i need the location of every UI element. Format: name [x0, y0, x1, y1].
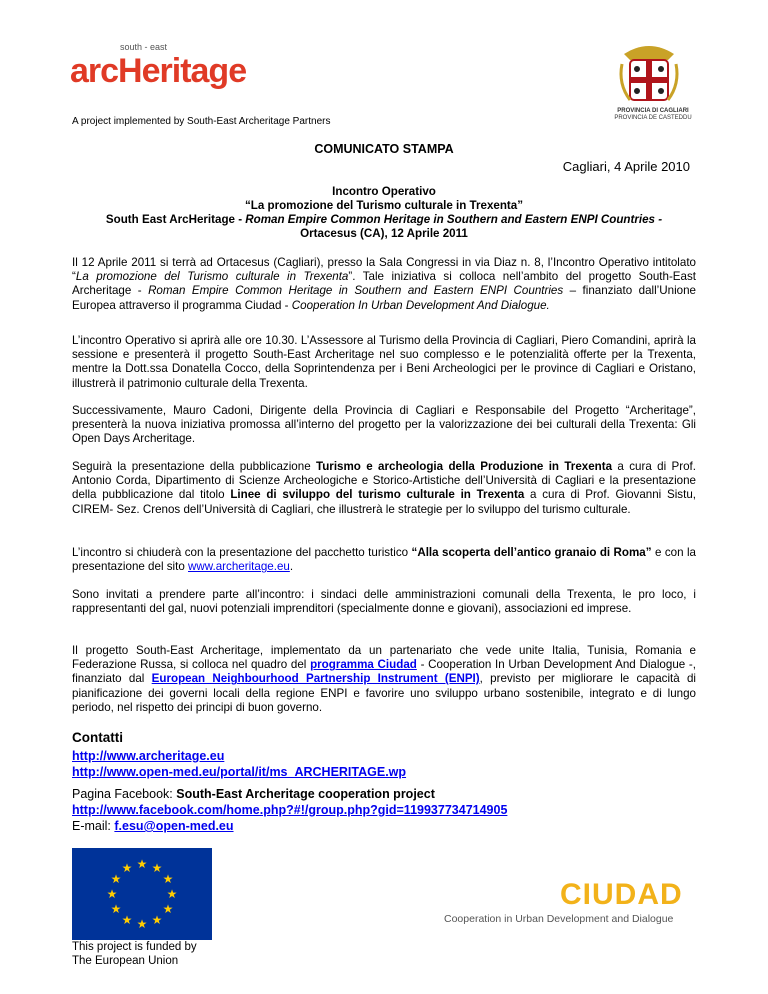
p5-text-a: L’incontro si chiuderà con la presentazione del pacchetto turistico: [72, 546, 412, 559]
p1-text-a: Il 12 Aprile 2011 si terrà ad Ortacesus (Cagliari), presso la Sala Congressi in via Diaz n. 8, l’Incontro Operativo intitolato “: [72, 256, 696, 284]
facebook-url-link[interactable]: http://www.facebook.com/home.php?#!/group.php?gid=119937734714905: [72, 803, 508, 817]
p5-text-b: “Alla scoperta dell’antico granaio di Roma”: [411, 546, 652, 559]
open-med-url-link[interactable]: http://www.open-med.eu/portal/it/ms_ARCHERITAGE.wp: [72, 765, 407, 779]
eu-star-icon: ★: [136, 917, 148, 931]
paragraph-7: [72, 644, 696, 715]
eu-star-icon: ★: [121, 912, 133, 927]
eu-star-icon: ★: [110, 902, 122, 916]
logo-subtitle: south - east: [120, 42, 168, 52]
p4-text-c: a cura di Prof. Antonio Corda, Dipartimento di Scienze Archeologiche e Storico-Artistiche dell’Università di Cagliari e la presentazione della pubblicazione dal titolo: [72, 460, 696, 502]
p7-text-c: , previsto per migliorare le capacità di pianificazione dei governi locali della regione ENPI e favorire uno sviluppo urbano sostenibile, integrato e di lungo periodo, nel rispetto dei principi di buon governo.: [72, 672, 696, 714]
eu-star-icon: ★: [151, 861, 163, 876]
paragraph-2: L’incontro Operativo si aprirà alle ore 10.30. L’Assessore al Turismo della Provincia di Cagliari, Piero Comandini, aprirà la sessione e presenterà il progetto South-East Archeritage nel suo complesso e le potenzialità offerte per la Trexenta, mentre la Dott.ssa Donatella Cocco, della Soprintendenza per i Beni Archeologici per le province di Cagliari e Oristano, illustrerà il patrimonio culturale della Trexenta.: [72, 334, 696, 390]
enpi-link[interactable]: European Neighbourhood Partnership Instrument (ENPI): [151, 672, 480, 686]
p1-text-f: Cooperation In Urban Development And Dialogue.: [291, 298, 550, 312]
p1-text-e: – finanziato dall’Unione Europea attraverso il programma Ciudad -: [72, 284, 696, 312]
eu-star-icon: ★: [151, 912, 163, 927]
eu-star-icon: ★: [121, 861, 133, 876]
eu-star-icon: ★: [110, 872, 122, 886]
p4-text-d: Linee di sviluppo del turismo culturale in Trexenta: [230, 488, 525, 502]
archeritage-url-link[interactable]: http://www.archeritage.eu: [72, 749, 225, 763]
facebook-label: Pagina Facebook:: [72, 787, 177, 801]
eu-flag-icon: [72, 848, 212, 940]
ciudad-logo: CIUDAD: [560, 878, 683, 911]
facebook-group-name: South-East Archeritage cooperation project: [176, 787, 435, 801]
press-date: Cagliari, 4 Aprile 2010: [562, 159, 690, 174]
p4-text-a: Seguirà la presentazione della pubblicazione: [72, 460, 316, 473]
p7-text-a: Il progetto South-East Archeritage, implementato da un partenariato che vede unite Italia, Tunisia, Romania e Federazione Russa, si colloca nel quadro del: [72, 644, 696, 672]
eu-funding-note: [72, 940, 197, 968]
page-title: COMUNICATO STAMPA: [314, 142, 454, 156]
eu-star-icon: ★: [106, 887, 118, 901]
contact-social: [72, 786, 507, 834]
province-crest-icon: [616, 40, 682, 108]
partners-line: A project implemented by South-East Archeritage Partners: [72, 116, 331, 127]
p5-text-c: e con la presentazione del sito: [72, 546, 696, 574]
programma-ciudad-link[interactable]: programma Ciudad: [310, 658, 417, 672]
p1-text-b: La promozione del Turismo culturale in Trexenta: [75, 270, 349, 284]
p1-text-d: Roman Empire Common Heritage in Southern and Eastern ENPI Countries: [148, 284, 564, 298]
eu-star-icon: ★: [162, 872, 174, 886]
ciudad-subtitle: Cooperation in Urban Development and Dialogue: [444, 913, 674, 925]
eu-funding-line2: The European Union: [72, 955, 179, 967]
paragraph-3: Successivamente, Mauro Cadoni, Dirigente della Provincia di Cagliari e Responsabile del Progetto “Archeritage”, presenterà la nuova iniziativa promossa all’interno del progetto per la valorizzazione dei bei culturali della Trexenta: Gli Open Days Archeritage.: [72, 404, 696, 446]
p7-text-b: - Cooperation In Urban Development And Dialogue -, finanziato dal: [72, 658, 697, 686]
event-heading-line2: “La promozione del Turismo culturale in Trexenta”: [244, 199, 524, 212]
archeritage-logo: [70, 38, 270, 100]
event-heading-line1: Incontro Operativo: [332, 185, 436, 198]
contact-links: [72, 748, 406, 780]
paragraph-4: [72, 460, 696, 517]
event-heading: [72, 185, 696, 241]
eu-star-icon: ★: [136, 857, 148, 871]
archeritage-site-link[interactable]: www.archeritage.eu: [188, 560, 290, 574]
p4-text-e: a cura di Prof. Giovanni Sistu, CIREM- Sez. Crenos dell’Università di Cagliari, che illustrerà le strategie per lo sviluppo del turismo culturale.: [72, 488, 696, 516]
contacts-heading: Contatti: [72, 730, 123, 745]
paragraph-6: Sono invitati a prendere parte all’incontro: i sindaci delle amministrazioni comunali della Trexenta, le pro loco, i rappresentanti del gal, nuovi potenziali imprenditori (specialmente donne e giovani), associazioni ed imprese.: [72, 588, 696, 616]
email-label: E-mail:: [72, 819, 115, 833]
event-heading-line3-b: Roman Empire Common Heritage in Southern and Eastern ENPI Countries -: [245, 213, 663, 226]
province-name-line1: PROVINCIA DI CAGLIARI: [617, 108, 689, 114]
event-heading-line4: Ortacesus (CA), 12 Aprile 2011: [300, 227, 468, 240]
p1-text-c: ”. Tale iniziativa si colloca nell’ambito del progetto South-East Archeritage -: [72, 270, 696, 298]
paragraph-1: [72, 256, 696, 313]
eu-funding-line1: This project is funded by: [72, 941, 197, 953]
province-name-line2: PROVINCIA DE CASTEDDU: [614, 115, 692, 121]
p4-text-b: Turismo e archeologia della Produzione in Trexenta: [316, 460, 613, 473]
eu-star-icon: ★: [166, 887, 178, 901]
eu-star-icon: ★: [162, 902, 174, 916]
event-heading-line3-a: South East ArcHeritage -: [105, 213, 246, 226]
logo-wordmark: arcHeritage: [70, 52, 247, 90]
email-link[interactable]: f.esu@open-med.eu: [114, 819, 234, 833]
paragraph-5: [72, 546, 696, 574]
event-heading-line3: [72, 213, 696, 227]
p5-text-d: .: [289, 560, 294, 574]
province-name: [608, 108, 698, 122]
